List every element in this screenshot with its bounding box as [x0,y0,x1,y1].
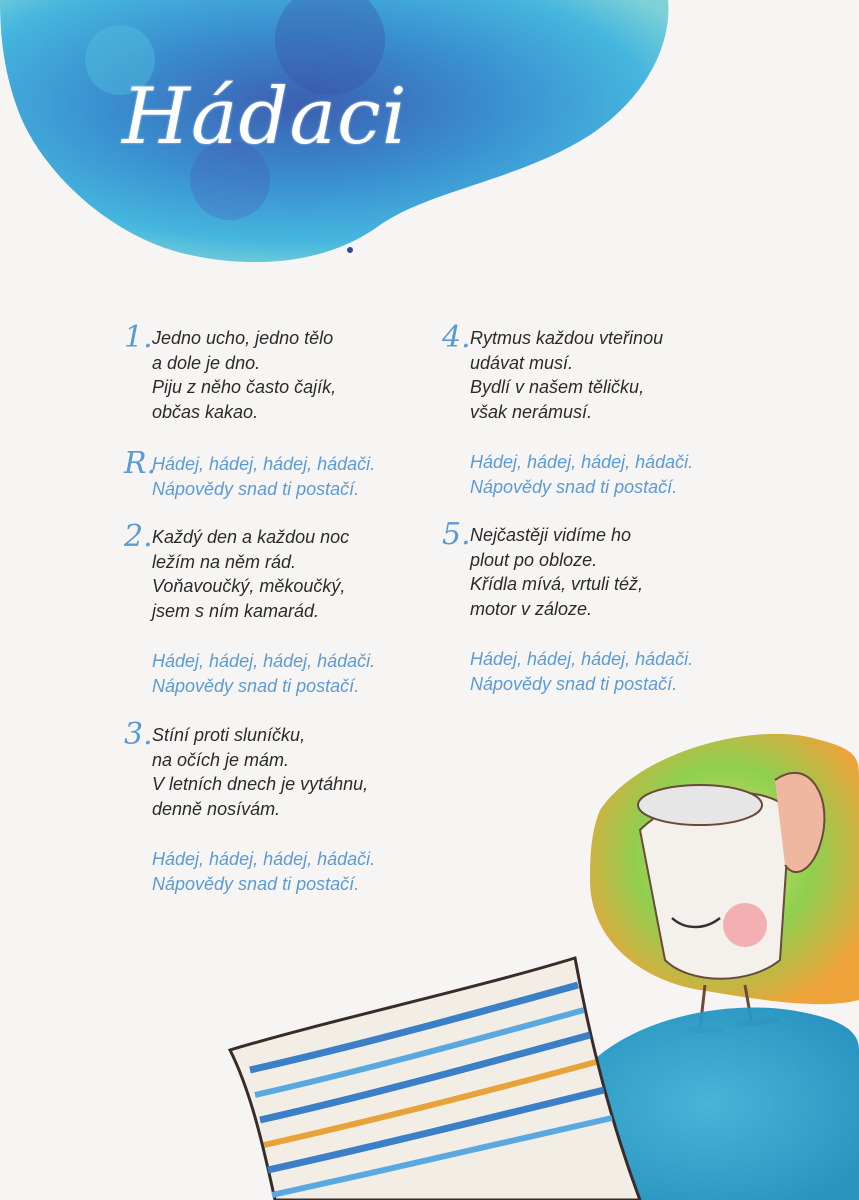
verse-line: plout po obloze. [470,549,598,570]
verse-line: Bydlí v našem těličku, [470,377,645,397]
verse-4 [442,320,664,424]
verse-line: jsem s ním kamarád. [152,600,320,621]
page-title: Hádaci [122,72,408,162]
verse-line: denně nosívám. [152,798,281,819]
verse-line: udávat musí. [470,352,574,373]
verse-line: Křídla mívá, vrtuli též, [470,574,644,594]
refrain-line: Hádej, hádej, hádej, hádači. [152,454,376,474]
verse-line: však nerámusí. [470,401,593,422]
refrain-line: Hádej, hádej, hádej, hádači. [152,651,376,671]
verse-line: Stíní proti sluníčku, [152,725,306,745]
refrain-line: Nápovědy snad ti postačí. [152,478,360,499]
verse-5 [442,517,644,621]
refrain-5 [442,647,693,696]
verse-number: 2. [124,519,153,554]
refrain-line: Hádej, hádej, hádej, hádači. [470,452,694,472]
verse-line: na očích je mám. [152,749,290,770]
refrain-2 [124,649,375,698]
verse-1 [124,320,337,424]
verse-line: Každý den a každou noc [152,527,350,547]
verse-line: a dole je dno. [152,352,261,373]
verse-2 [124,519,350,623]
refrain-line: Nápovědy snad ti postačí. [152,873,360,894]
refrain-4 [442,450,693,499]
verse-line: občas kakao. [152,401,259,422]
verse-number: 4. [442,320,471,355]
verse-line: V letních dnech je vytáhnu, [152,774,369,794]
striped-pillow [230,958,640,1200]
verse-line: Rytmus každou vteřinou [470,328,664,348]
refrain-line: Hádej, hádej, hádej, hádači. [152,849,376,869]
verse-line: motor v záloze. [470,598,593,619]
verse-line: Nejčastěji vidíme ho [470,525,632,545]
refrain-3 [124,847,375,896]
refrain-line: Hádej, hádej, hádej, hádači. [470,649,694,669]
verse-number: 1. [124,320,153,355]
verse-line: Voňavoučký, měkoučký, [152,576,346,596]
refrain-line: Nápovědy snad ti postačí. [470,476,678,497]
refrain-mark: R. [124,446,157,481]
verse-line: ležím na něm rád. [152,551,297,572]
refrain-line: Nápovědy snad ti postačí. [152,675,360,696]
verse-line: Jedno ucho, jedno tělo [152,328,334,348]
verse-number: 5. [442,517,471,552]
mug-character [590,734,859,1030]
refrain-line: Nápovědy snad ti postačí. [470,673,678,694]
verse-line: Piju z něho často čajík, [152,377,337,397]
verse-number: 3. [124,717,153,752]
verse-3 [124,717,369,821]
refrain-1 [124,446,376,501]
